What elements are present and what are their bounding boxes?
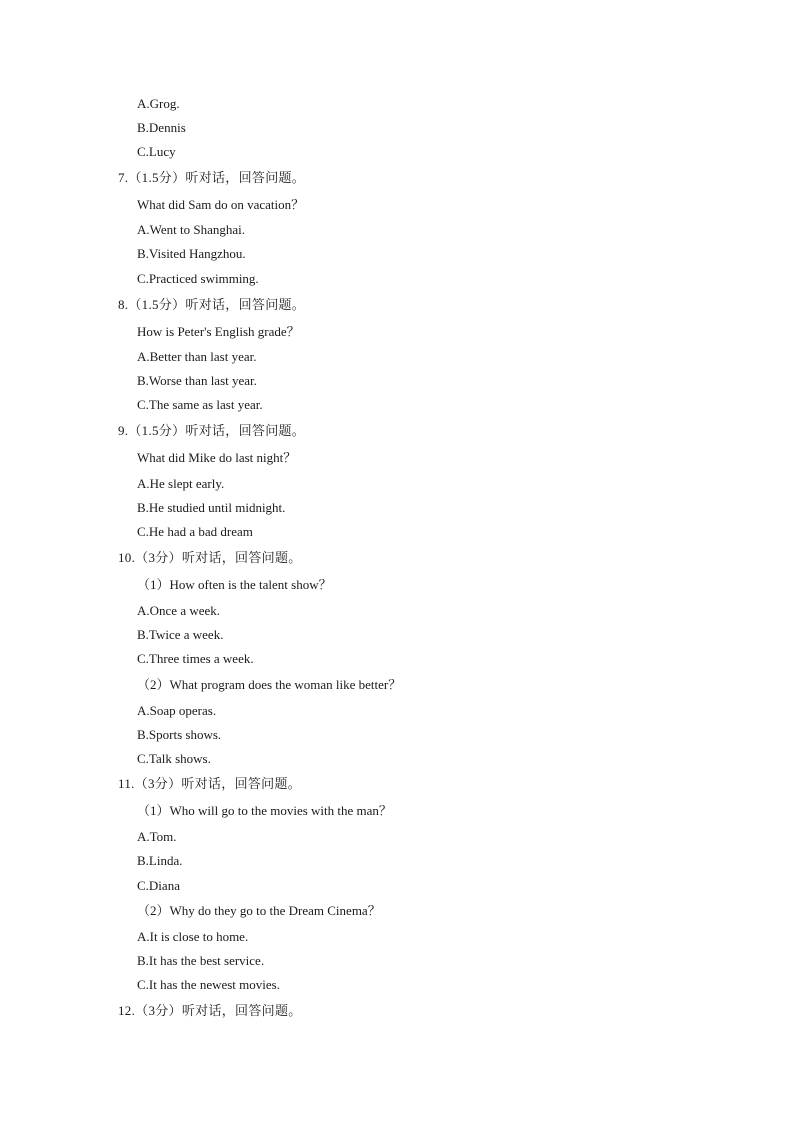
option-c: C.Talk shows. [137,751,211,766]
question-header: 12.（3分）听对话，回答问题。 [118,1003,302,1018]
option-a: A.Better than last year. [137,349,257,364]
option-c: C.The same as last year. [137,397,263,412]
option-b: B.It has the best service. [137,953,265,968]
option-c: C.Diana [137,878,180,893]
option-b: B.Linda. [137,853,183,868]
option-a: A.Soap operas. [137,703,217,718]
option-c: C.Three times a week. [137,651,254,666]
option-b: B.He studied until midnight. [137,500,286,515]
question-text: What did Sam do on vacation？ [137,197,305,212]
question-text: What did Mike do last night？ [137,450,297,465]
question-header: 11.（3分）听对话，回答问题。 [118,776,302,791]
option-a: A.Once a week. [137,603,221,618]
sub-question: （2）Why do they go to the Dream Cinema？ [137,903,381,918]
option-b: B.Visited Hangzhou. [137,246,246,261]
option-c: C.It has the newest movies. [137,977,280,992]
question-header: 10.（3分）听对话，回答问题。 [118,550,302,565]
question-header: 7.（1.5分）听对话，回答问题。 [118,170,306,185]
question-header: 9.（1.5分）听对话，回答问题。 [118,423,306,438]
option-a: A.Went to Shanghai. [137,222,245,237]
option-b: B.Worse than last year. [137,373,257,388]
option-a: A.It is close to home. [137,929,249,944]
option-c: C.He had a bad dream [137,524,253,539]
sub-question: （1）How often is the talent show？ [137,577,332,592]
option-a: A.He slept early. [137,476,225,491]
sub-question: （1）Who will go to the movies with the man？ [137,803,392,818]
option-c: C.Practiced swimming. [137,271,259,286]
sub-question: （2）What program does the woman like better？ [137,677,402,692]
question-header: 8.（1.5分）听对话，回答问题。 [118,297,306,312]
option-b: B.Dennis [137,120,186,135]
question-text: How is Peter's English grade？ [137,324,300,339]
option-b: B.Twice a week. [137,627,224,642]
option-a: A.Tom. [137,829,177,844]
option-b: B.Sports shows. [137,727,222,742]
option-a: A.Grog. [137,96,180,111]
option-c: C.Lucy [137,144,176,159]
